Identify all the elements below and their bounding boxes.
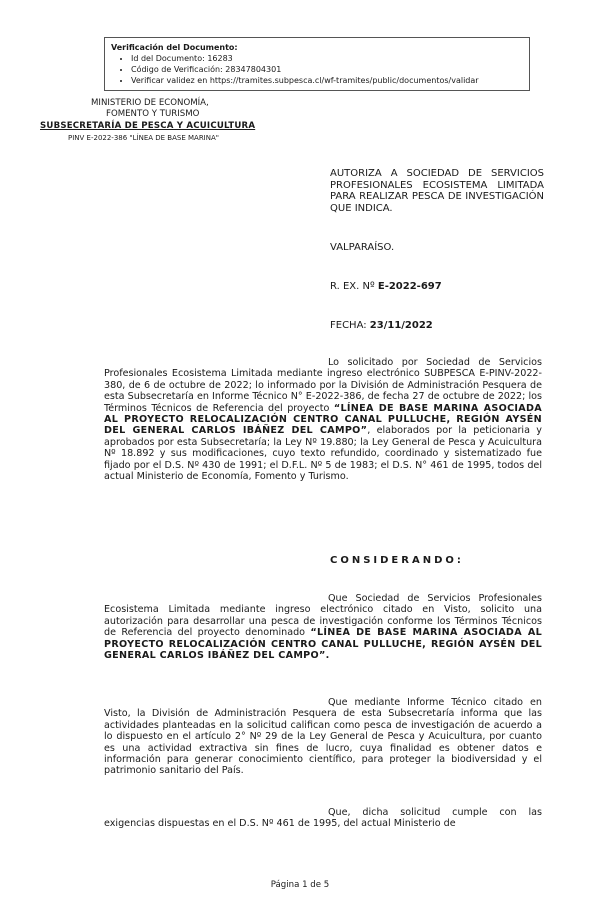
verification-code: • Código de Verificación: 28347804301 <box>131 64 523 75</box>
verification-document-id: • Id del Documento: 16283 <box>131 53 523 64</box>
considerando-heading: CONSIDERANDO: <box>330 555 464 566</box>
considerando-3-text: Que, dicha solicitud cumple con las exigencias dispuestas en el D.S. Nº 461 de 1995, del actual Ministerio de <box>104 807 542 830</box>
pinv-reference: PINV E-2022-386 "LÍNEA DE BASE MARINA" <box>68 134 219 142</box>
considerando-1-project: “LÍNEA DE BASE MARINA ASOCIADA AL PROYECTO RELOCALIZACIÓN CENTRO CANAL PULLUCHE, REGIÓN AYSÉN DEL GENERAL CARLOS IBÁÑEZ DEL CAMPO”. <box>104 627 542 662</box>
visto-paragraph <box>104 357 542 482</box>
considerando-3 <box>104 807 542 830</box>
ministry-line-1: MINISTERIO DE ECONOMÍA, <box>91 98 209 108</box>
verification-list <box>111 53 523 86</box>
verification-title: Verificación del Documento: <box>111 43 238 52</box>
date-value: 23/11/2022 <box>369 320 433 331</box>
considerando-2 <box>104 697 542 777</box>
considerando-1-text: Que Sociedad de Servicios Profesionales Ecosistema Limitada mediante ingreso electrónico citado en Visto, solicito una autorización para desarrollar una pesca de investigación conforme los Términos Técnicos de Referencia del proyecto denominado <box>104 593 542 639</box>
resolution-subject: AUTORIZA A SOCIEDAD DE SERVICIOS PROFESIONALES ECOSISTEMA LIMITADA PARA REALIZAR PESCA DE INVESTIGACIÓN QUE INDICA. <box>330 168 544 214</box>
subsecretaria-title: SUBSECRETARÍA DE PESCA Y ACUICULTURA <box>40 121 256 131</box>
verification-box <box>104 37 530 91</box>
resolution-date <box>330 320 433 331</box>
resolution-number <box>330 281 442 292</box>
place: VALPARAÍSO. <box>330 242 395 253</box>
date-label: FECHA: <box>330 320 370 331</box>
verification-url[interactable]: • Verificar validez en https://tramites.subpesca.cl/wf-tramites/public/documentos/validar <box>131 75 523 86</box>
ministry-line-2: FOMENTO Y TURISMO <box>106 109 200 119</box>
resolution-value: E-2022-697 <box>377 281 442 292</box>
visto-text-2: , elaborados por la peticionaria y aprobados por esta Subsecretaría; la Ley Nº 19.880; la Ley General de Pesca y Acuicultura Nº 18.892 y sus modificaciones, cuyo texto refundido, coordinado y sistematizado fue fijado por el D.S. Nº 430 de 1991; el D.F.L. Nº 5 de 1983; el D.S. N° 461 de 1995, todos del actual Ministerio de Economía, Fomento y Turismo. <box>104 425 542 483</box>
considerando-2-text: Que mediante Informe Técnico citado en Visto, la División de Administración Pesquera de esta Subsecretaría informa que las actividades planteadas en la solicitud califican como pesca de investigación de acuerdo a lo dispuesto en el artículo 2° Nº 29 de la Ley General de Pesca y Acuicultura, por cuanto es una actividad extractiva sin fines de lucro, cuya finalidad es obtener datos e información para generar conocimiento científico, para proteger la biodiversidad y el patrimonio sanitario del País. <box>104 697 542 777</box>
visto-text-1: Lo solicitado por Sociedad de Servicios Profesionales Ecosistema Limitada mediante ingreso electrónico SUBPESCA E-PINV-2022-380, de 6 de octubre de 2022; lo informado por la División de Administración Pesquera de esta Subsecretaría en Informe Técnico N° E-2022-386, de fecha 27 de octubre de 2022; los Términos Técnicos de Referencia del proyecto <box>104 357 542 414</box>
page-number: Página 1 de 5 <box>270 880 330 890</box>
resolution-label: R. EX. Nº <box>330 281 378 292</box>
considerando-1 <box>104 593 542 661</box>
visto-project-name: “LÍNEA DE BASE MARINA ASOCIADA AL PROYECTO RELOCALIZACIÓN CENTRO CANAL PULLUCHE, REGIÓN AYSÉN DEL GENERAL CARLOS IBÁÑEZ DEL CAMPO” <box>104 402 542 437</box>
